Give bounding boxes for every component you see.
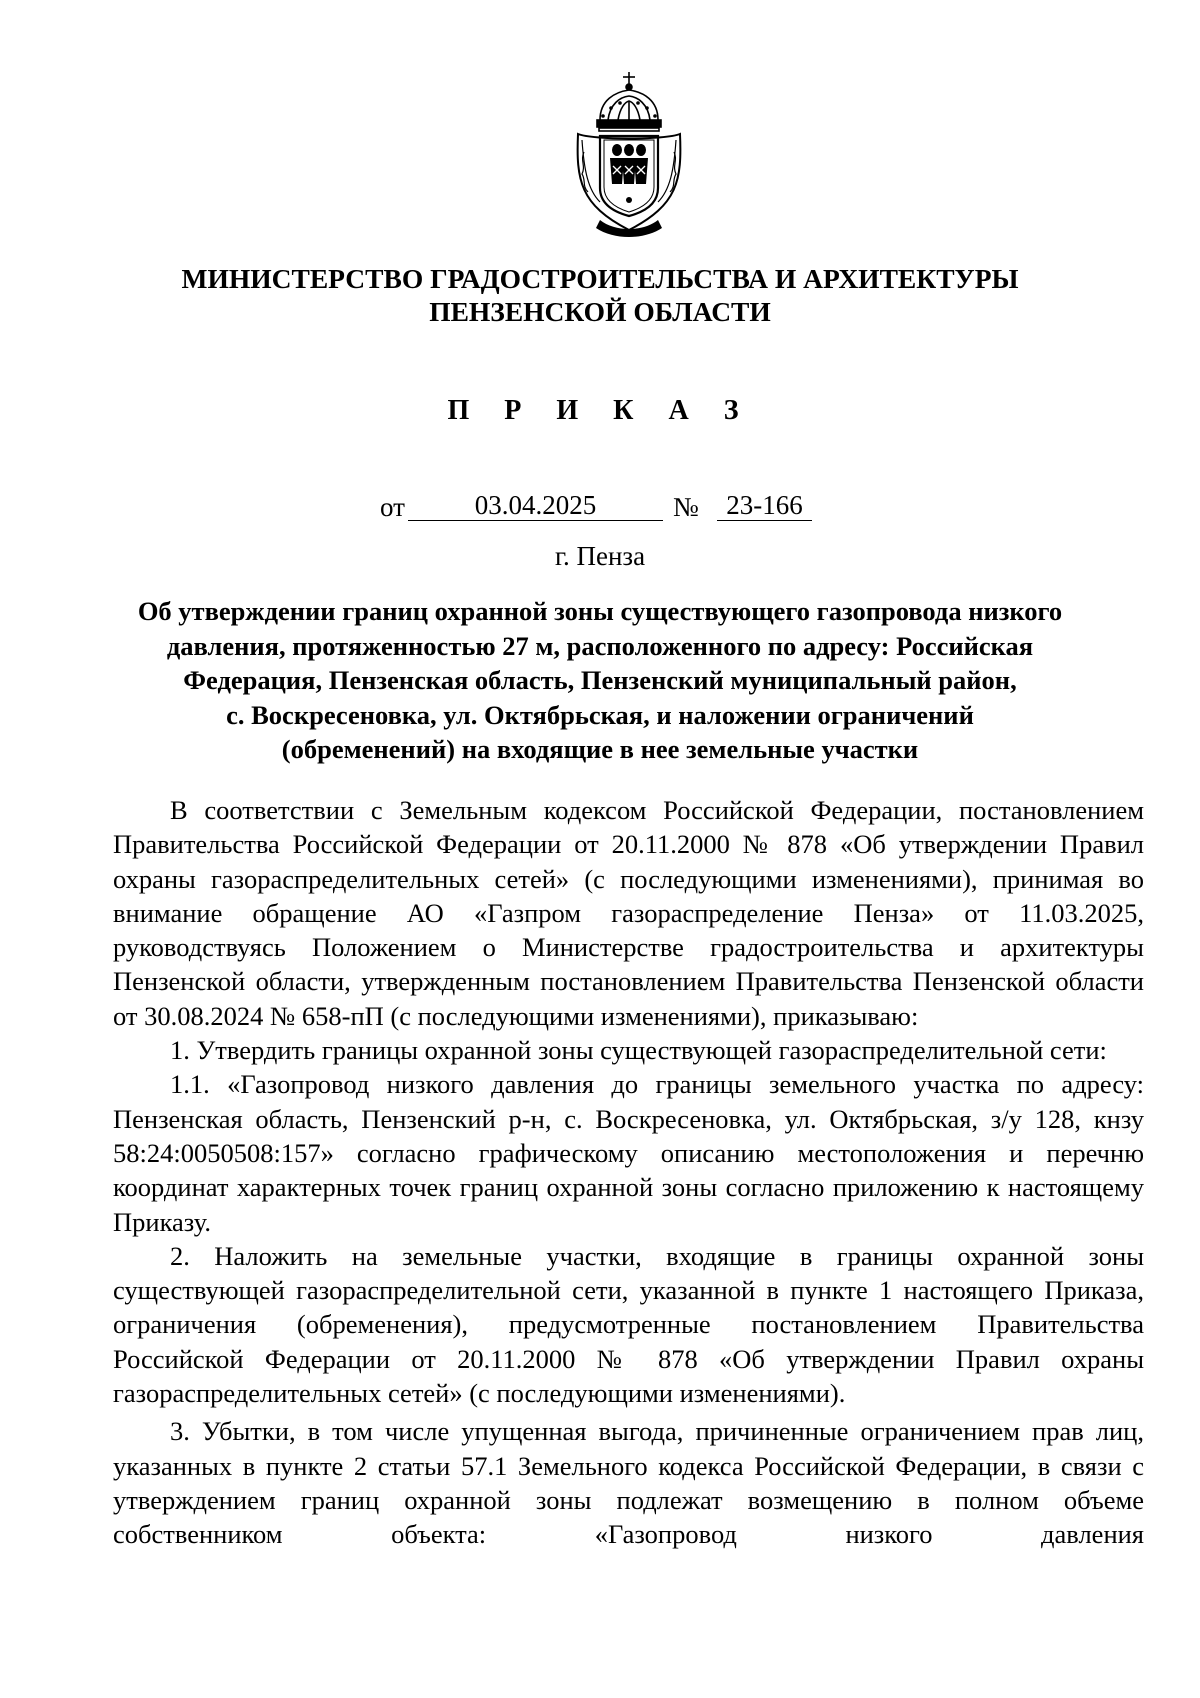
subject-line-1: Об утверждении границ охранной зоны существующего газопровода низкого: [137, 596, 1063, 626]
date-label: от: [380, 492, 405, 522]
subject-line-5: (обременений) на входящие в нее земельные участки: [281, 734, 919, 764]
date-field: [408, 490, 663, 521]
item-2-paragraph: 2. Наложить на земельные участки, входящие в границы охранной зоны существующей газораспределительной сети, указанной в пункте 1 настоящего Приказа, ограничения (обременения), предусмотренные постановлением Правительства Российской Федерации от 20.11.2000 № 878 «Об утверждении Правил охраны газораспределительных сетей» (с последующими изменениями).: [113, 1240, 1144, 1409]
subject-line-3: Федерация, Пензенская область, Пензенский муниципальный район,: [183, 665, 1017, 695]
order-subject: [120, 594, 1080, 767]
ministry-name: [100, 262, 1100, 328]
ministry-name-line-1: МИНИСТЕРСТВО ГРАДОСТРОИТЕЛЬСТВА И АРХИТЕКТУРЫ: [181, 263, 1019, 294]
order-body: [113, 793, 1144, 1552]
number-field: [717, 490, 812, 521]
item-3-paragraph: 3. Убытки, в том числе упущенная выгода, причиненные ограничением прав лиц, указанных в пункте 2 статьи 57.1 Земельного кодекса Российской Федерации, в связи с утверждением границ охранной зоны подлежат возмещению в полном объеме собственником объекта: «Газопровод низкого давления: [113, 1416, 1144, 1550]
item-1-1-paragraph: 1.1. «Газопровод низкого давления до границы земельного участка по адресу: Пензенская область, Пензенский р-н, с. Воскресеновка, ул. Октябрьская, з/у 128, кнзу 58:24:0050508:157» согласно графическому описанию местоположения и перечню координат характерных точек границ охранной зоны согласно приложению к настоящему Приказу.: [113, 1069, 1144, 1237]
document-type-title: П Р И К А З: [447, 395, 753, 426]
city: г. Пенза: [554, 541, 646, 571]
number-label: №: [673, 492, 699, 522]
ministry-name-line-2: ПЕНЗЕНСКОЙ ОБЛАСТИ: [429, 296, 771, 327]
subject-line-2: давления, протяженностью 27 м, расположенного по адресу: Российская: [166, 630, 1034, 661]
order-number: 23-166: [726, 490, 803, 520]
item-1-paragraph: 1. Утвердить границы охранной зоны существующей газораспределительной сети:: [170, 1035, 1107, 1066]
preamble-paragraph: В соответствии с Земельным кодексом Российской Федерации, постановлением Правительства Российской Федерации от 20.11.2000 № 878 «Об утверждении Правил охраны газораспределительных сетей» (с последующими изменениями), принимая во внимание обращение АО «Газпром газораспределение Пенза» от 11.03.2025, руководствуясь Положением о Министерстве градостроительства и архитектуры Пензенской области, утвержденным постановлением Правительства Пензенской области от 30.08.2024 № 658-пП (с последующими изменениями), приказываю:: [113, 795, 1144, 1031]
coat-of-arms-icon: [570, 70, 688, 240]
order-date: 03.04.2025: [474, 490, 597, 520]
subject-line-4: с. Воскресеновка, ул. Октябрьская, и наложении ограничений: [226, 699, 974, 730]
date-number-line: [380, 490, 880, 526]
